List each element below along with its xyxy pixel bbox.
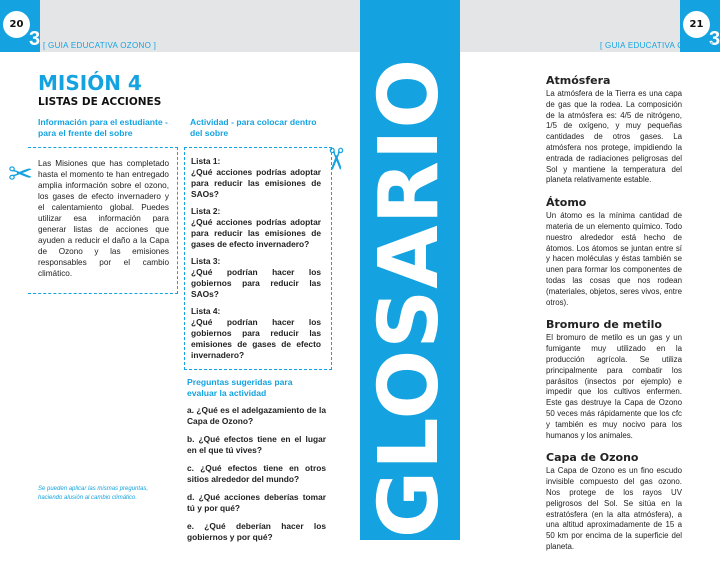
list-item: Lista 1: ¿Qué acciones podrías adoptar para reducir las emisiones de SAOs? xyxy=(191,156,321,199)
question-item: a. ¿Qué es el adelgazamiento de la Capa de Ozono? xyxy=(187,405,326,426)
info-text: Las Misiones que has completado hasta el momento te han entregado amplia información sobre el ozono, los gases de efecto invernadero y el calentamiento global. Puedes utilizar esa información para generar listas de acciones que ayuden a reducir el daño a la Capa de Ozono y las emisiones responsables por el cambio climático. xyxy=(38,159,169,278)
running-header-right: [ GUIA EDUCATIVA OZONO ] xyxy=(600,41,714,50)
activity-column xyxy=(184,117,332,550)
info-cut-box xyxy=(28,147,178,294)
glossary-band xyxy=(360,0,460,540)
activity-cut-box xyxy=(184,147,332,370)
footnote: Se pueden aplicar las mismas preguntas, haciendo alusión al cambio climático. xyxy=(38,486,149,501)
glossary-entry: Capa de Ozono La Capa de Ozono es un fino escudo invisible compuesto del gas ozono. Nos protege de los rayos UV peligrosos del Sol. Se sitúa en la estratósfera (en la alta atmósfera), a una altitud aproximadamente de 15 a 50 km por encima de la superficie del planeta. xyxy=(546,451,682,551)
ozone-logo-left xyxy=(0,0,40,52)
running-header-left: [ GUIA EDUCATIVA OZONO ] xyxy=(43,41,157,50)
page-title: MISIÓN 4 xyxy=(38,71,142,95)
logo-subscript: 3 xyxy=(709,28,720,50)
info-column xyxy=(28,117,178,294)
question-item: b. ¿Qué efectos tiene en el lugar en el que tú vives? xyxy=(187,434,326,455)
questions-heading: Preguntas sugeridas para evaluar la actividad xyxy=(187,377,293,398)
page-subtitle: LISTAS DE ACCIONES xyxy=(38,96,162,108)
glossary-entry: Bromuro de metilo El bromuro de metilo es un gas y un fumigante muy utilizado en la producción agrícola. Se utiliza principalmente para combatir los parásitos (insectos por ejemplo) e impedir que los cultivos enfermen. Este gas destruye la Capa de Ozono 50 veces más rápidamente que los cfc y también es muy nocivo para los humanos y los animales. xyxy=(546,318,682,440)
glossary-entry: Atmósfera La atmósfera de la Tierra es una capa de gas que la rodea. La composición de la atmósfera es: 4/5 de nitrógeno, 1/5 de oxígeno, y muy pequeñas cantidades de otros gases. La atmósfera nos protege, impidiendo la entrada de radiaciones peligrosas del Sol y mantiene la temperatura del planeta relativamente estable. xyxy=(546,74,682,185)
questions-list xyxy=(184,405,326,550)
glossary-entries xyxy=(546,74,682,563)
question-item: d. ¿Qué acciones deberías tomar tú y por qué? xyxy=(187,492,326,513)
activity-heading: Actividad - para colocar dentro del sobre xyxy=(190,117,317,138)
question-item: c. ¿Qué efectos tiene en otros sitios alrededor del mundo? xyxy=(187,463,326,484)
scissors-icon: ✂ xyxy=(8,157,34,192)
list-item: Lista 4: ¿Qué podrían hacer los gobiernos para reducir las emisiones de gases de efecto invernadero? xyxy=(191,306,321,360)
list-item: Lista 2: ¿Qué acciones podrías adoptar para reducir las emisiones de gases de efecto invernadero? xyxy=(191,206,321,249)
info-heading: Información para el estudiante - para el frente del sobre xyxy=(38,117,168,138)
logo-subscript: 3 xyxy=(29,28,41,50)
page-number: 21 xyxy=(689,19,704,30)
glossary-title: GLOSARIO xyxy=(362,57,457,539)
list-item: Lista 3: ¿Qué podrían hacer los gobiernos para reducir las SAOs? xyxy=(191,256,321,299)
page-number: 20 xyxy=(9,19,24,30)
glossary-entry: Átomo Un átomo es la mínima cantidad de materia de un elemento químico. Todo nuestro alrededor está hecho de átomos. Los átomos se juntan entre sí y hacen moléculas y éstas también se unen para formar los componentes de todas las cosas que nos rodean (materiales, objetos, seres vivos, entre otros). xyxy=(546,196,682,307)
scissors-icon: ✂ xyxy=(317,146,353,172)
question-item: e. ¿Qué deberían hacer los gobiernos y por qué? xyxy=(187,521,326,542)
